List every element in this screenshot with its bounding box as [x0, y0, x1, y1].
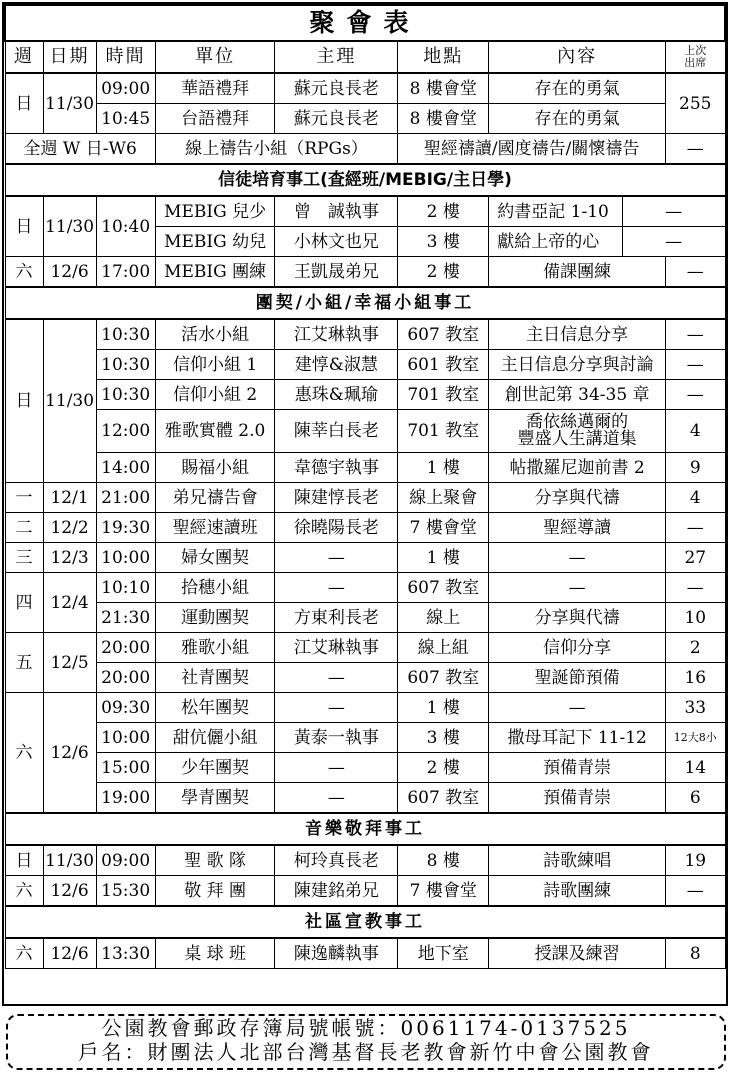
date-cell: 12/3	[43, 543, 96, 573]
day-cell: 三	[5, 543, 43, 573]
attendance-cell: 12大8小	[666, 723, 725, 753]
title-row	[5, 5, 725, 41]
schedule	[4, 4, 726, 969]
content-cell: 聖經禱讀/國度禱告/關懷禱告	[398, 134, 666, 165]
attendance-cell: —	[666, 319, 725, 350]
host-cell: —	[275, 783, 398, 814]
place-cell: 701 教室	[398, 410, 489, 453]
unit-cell: 聖 歌 隊	[155, 845, 275, 876]
content-cell: —	[489, 573, 666, 603]
unit-cell: 賜福小組	[155, 453, 275, 483]
table-row	[5, 410, 725, 453]
header-unit: 單位	[155, 41, 275, 73]
header-time: 時間	[96, 41, 155, 73]
postal-account: 公園教會郵政存簿局號帳號：0061174-0137525	[101, 1016, 631, 1040]
content-cell: 詩歌練唱	[489, 845, 666, 876]
time-cell: 10:30	[96, 380, 155, 410]
time-cell: 10:40	[96, 196, 155, 257]
header-date: 日期	[43, 41, 96, 73]
place-cell: 地下室	[398, 938, 489, 969]
date-cell: 12/2	[43, 513, 96, 543]
table-row	[5, 938, 725, 969]
header-row	[5, 41, 725, 73]
day-cell: 日	[5, 73, 43, 134]
section-header	[5, 164, 725, 196]
unit-cell: 活水小組	[155, 319, 275, 350]
content-cell: 備課團練	[489, 257, 666, 288]
schedule-table	[4, 4, 726, 969]
time-cell: 21:30	[96, 603, 155, 633]
attendance-cell: —	[622, 196, 725, 227]
time-cell: 10:45	[96, 104, 155, 134]
day-cell: 四	[5, 573, 43, 633]
content-cell: 獻給上帝的心	[489, 227, 622, 257]
content-cell: 存在的勇氣	[489, 73, 666, 104]
table-row	[5, 257, 725, 288]
time-cell: 09:30	[96, 693, 155, 723]
place-cell: 3 樓	[398, 723, 489, 753]
host-cell: 徐曉陽長老	[275, 513, 398, 543]
host-cell: 陳逸麟執事	[275, 938, 398, 969]
unit-cell: 婦女團契	[155, 543, 275, 573]
content-cell: 預備青崇	[489, 783, 666, 814]
host-cell: 惠珠&珮瑜	[275, 380, 398, 410]
donation-info	[6, 1014, 726, 1070]
day-cell: 二	[5, 513, 43, 543]
table-row	[5, 783, 725, 814]
host-cell: 韋德宇執事	[275, 453, 398, 483]
place-cell: 607 教室	[398, 663, 489, 693]
attendance-cell: 10	[666, 603, 725, 633]
attendance-cell: 19	[666, 845, 725, 876]
section-title: 音樂敬拜事工	[5, 813, 725, 845]
place-cell: 1 樓	[398, 693, 489, 723]
place-cell: 8 樓會堂	[398, 73, 489, 104]
time-cell: 10:30	[96, 319, 155, 350]
unit-cell: 學青團契	[155, 783, 275, 814]
date-cell: 12/6	[43, 876, 96, 907]
unit-cell: 敬 拜 團	[155, 876, 275, 907]
table-row	[5, 693, 725, 723]
date-cell: 12/6	[43, 938, 96, 969]
time-cell: 20:00	[96, 633, 155, 663]
content-cell: 喬依絲邁爾的 豐盛人生講道集	[489, 410, 666, 453]
time-cell: 15:00	[96, 753, 155, 783]
content-cell: 分享與代禱	[489, 483, 666, 513]
time-cell: 15:30	[96, 876, 155, 907]
host-cell: —	[275, 573, 398, 603]
date-cell: 11/30	[43, 73, 96, 134]
table-row	[5, 663, 725, 693]
date-cell: 11/30	[43, 319, 96, 483]
time-cell: 10:00	[96, 543, 155, 573]
header-week: 週	[5, 41, 43, 73]
unit-cell: MEBIG 團練	[155, 257, 275, 288]
unit-cell: 桌 球 班	[155, 938, 275, 969]
attendance-cell: 2	[666, 633, 725, 663]
content-cell: 創世記第 34-35 章	[489, 380, 666, 410]
time-cell: 17:00	[96, 257, 155, 288]
host-cell: 陳莘白長老	[275, 410, 398, 453]
time-cell: 19:00	[96, 783, 155, 814]
unit-cell: 信仰小組 2	[155, 380, 275, 410]
place-cell: 2 樓	[398, 753, 489, 783]
place-cell: 607 教室	[398, 573, 489, 603]
time-cell: 21:00	[96, 483, 155, 513]
place-cell: 701 教室	[398, 380, 489, 410]
attendance-cell: —	[666, 350, 725, 380]
date-cell: 12/6	[43, 693, 96, 814]
table-row	[5, 380, 725, 410]
time-cell: 12:00	[96, 410, 155, 453]
content-cell: 分享與代禱	[489, 603, 666, 633]
content-cell: 詩歌團練	[489, 876, 666, 907]
host-cell: 曾 誠執事	[275, 196, 398, 227]
host-cell: —	[275, 543, 398, 573]
time-cell: 10:10	[96, 573, 155, 603]
date-cell: 12/1	[43, 483, 96, 513]
host-cell: 江艾琳執事	[275, 633, 398, 663]
day-cell: 五	[5, 633, 43, 693]
host-cell: 蘇元良長老	[275, 73, 398, 104]
section-title: 信徒培育事工(查經班/MEBIG/主日學)	[5, 164, 725, 196]
time-cell: 19:30	[96, 513, 155, 543]
unit-cell: 信仰小組 1	[155, 350, 275, 380]
table-row	[5, 453, 725, 483]
section-header	[5, 906, 725, 938]
host-cell: 陳建惇長老	[275, 483, 398, 513]
header-content: 內容	[489, 41, 666, 73]
place-cell: 8 樓	[398, 845, 489, 876]
attendance-cell: 16	[666, 663, 725, 693]
table-row	[5, 73, 725, 104]
header-host: 主理	[275, 41, 398, 73]
attendance-cell: 6	[666, 783, 725, 814]
host-cell: 蘇元良長老	[275, 104, 398, 134]
content-cell: 撒母耳記下 11-12	[489, 723, 666, 753]
host-cell: 方東利長老	[275, 603, 398, 633]
unit-cell: 雅歌實體 2.0	[155, 410, 275, 453]
unit-cell: 台語禮拜	[155, 104, 275, 134]
table-row	[5, 876, 725, 907]
attendance-cell: 4	[666, 410, 725, 453]
unit-cell: 聖經速讀班	[155, 513, 275, 543]
unit-cell: 雅歌小組	[155, 633, 275, 663]
table-row	[5, 845, 725, 876]
host-cell: 建惇&淑慧	[275, 350, 398, 380]
place-cell: 607 教室	[398, 319, 489, 350]
content-cell: —	[489, 693, 666, 723]
content-cell: 約書亞記 1-10	[489, 196, 622, 227]
host-cell: 陳建銘弟兄	[275, 876, 398, 907]
place-cell: 2 樓	[398, 196, 489, 227]
date-cell: 11/30	[43, 845, 96, 876]
section-title: 社區宣教事工	[5, 906, 725, 938]
time-cell: 20:00	[96, 663, 155, 693]
table-row	[5, 753, 725, 783]
when-cell: 全週 W 日-W6	[5, 134, 155, 165]
content-cell: 存在的勇氣	[489, 104, 666, 134]
content-cell: —	[489, 543, 666, 573]
day-cell: 六	[5, 693, 43, 814]
content-cell: 聖誕節預備	[489, 663, 666, 693]
place-cell: 7 樓會堂	[398, 876, 489, 907]
time-cell: 09:00	[96, 73, 155, 104]
content-cell: 主日信息分享與討論	[489, 350, 666, 380]
table-row	[5, 543, 725, 573]
date-cell: 12/5	[43, 633, 96, 693]
attendance-cell: 255	[666, 73, 725, 134]
host-cell: 江艾琳執事	[275, 319, 398, 350]
place-cell: 線上聚會	[398, 483, 489, 513]
time-cell: 13:30	[96, 938, 155, 969]
day-cell: 一	[5, 483, 43, 513]
content-cell: 預備青崇	[489, 753, 666, 783]
table-row	[5, 723, 725, 753]
date-cell: 12/4	[43, 573, 96, 633]
attendance-cell: —	[666, 573, 725, 603]
unit-cell: 社青團契	[155, 663, 275, 693]
attendance-cell: 33	[666, 693, 725, 723]
table-row	[5, 573, 725, 603]
content-cell: 聖經導讀	[489, 513, 666, 543]
place-cell: 1 樓	[398, 543, 489, 573]
place-cell: 607 教室	[398, 783, 489, 814]
attendance-cell: —	[666, 134, 725, 165]
attendance-cell: 4	[666, 483, 725, 513]
unit-cell: MEBIG 兒少	[155, 196, 275, 227]
place-cell: 1 樓	[398, 453, 489, 483]
content-cell: 帖撒羅尼迦前書 2	[489, 453, 666, 483]
section-header	[5, 813, 725, 845]
day-cell: 日	[5, 196, 43, 257]
place-cell: 3 樓	[398, 227, 489, 257]
attendance-cell: —	[666, 380, 725, 410]
day-cell: 六	[5, 876, 43, 907]
time-cell: 10:30	[96, 350, 155, 380]
content-cell: 信仰分享	[489, 633, 666, 663]
unit-cell: 松年團契	[155, 693, 275, 723]
day-cell: 六	[5, 938, 43, 969]
unit-cell: 甜伉儷小組	[155, 723, 275, 753]
place-cell: 線上組	[398, 633, 489, 663]
account-name: 戶名：財團法人北部台灣基督長老教會新竹中會公園教會	[78, 1040, 654, 1064]
host-cell: 小林文也兄	[275, 227, 398, 257]
table-row	[5, 513, 725, 543]
page-title: 聚會表	[5, 5, 725, 41]
place-cell: 2 樓	[398, 257, 489, 288]
attendance-cell: 9	[666, 453, 725, 483]
day-cell: 六	[5, 257, 43, 288]
attendance-cell: —	[666, 876, 725, 907]
table-row	[5, 319, 725, 350]
table-row	[5, 104, 725, 134]
host-cell: —	[275, 693, 398, 723]
unit-cell: 線上禱告小組（RPGs）	[155, 134, 397, 165]
unit-cell: 華語禮拜	[155, 73, 275, 104]
header-last-attendance: 上次 出席	[666, 41, 725, 73]
attendance-cell: —	[622, 227, 725, 257]
table-row	[5, 633, 725, 663]
date-cell: 11/30	[43, 196, 96, 257]
unit-cell: 拾穗小組	[155, 573, 275, 603]
section-title: 團契/小組/幸福小組事工	[5, 287, 725, 319]
host-cell: 黃泰一執事	[275, 723, 398, 753]
header-place: 地點	[398, 41, 489, 73]
place-cell: 7 樓會堂	[398, 513, 489, 543]
place-cell: 線上	[398, 603, 489, 633]
table-row	[5, 603, 725, 633]
table-row	[5, 483, 725, 513]
table-row	[5, 350, 725, 380]
place-cell: 8 樓會堂	[398, 104, 489, 134]
time-cell: 14:00	[96, 453, 155, 483]
host-cell: 柯玲真長老	[275, 845, 398, 876]
section-header	[5, 287, 725, 319]
attendance-cell: 14	[666, 753, 725, 783]
attendance-cell: 27	[666, 543, 725, 573]
unit-cell: 弟兄禱告會	[155, 483, 275, 513]
date-cell: 12/6	[43, 257, 96, 288]
day-cell: 日	[5, 845, 43, 876]
place-cell: 601 教室	[398, 350, 489, 380]
unit-cell: 少年團契	[155, 753, 275, 783]
attendance-cell: 8	[666, 938, 725, 969]
time-cell: 10:00	[96, 723, 155, 753]
table-row	[5, 196, 725, 227]
unit-cell: MEBIG 幼兒	[155, 227, 275, 257]
day-cell: 日	[5, 319, 43, 483]
table-row	[5, 134, 725, 165]
time-cell: 09:00	[96, 845, 155, 876]
host-cell: —	[275, 753, 398, 783]
host-cell: —	[275, 663, 398, 693]
content-cell: 主日信息分享	[489, 319, 666, 350]
unit-cell: 運動團契	[155, 603, 275, 633]
host-cell: 王凱晟弟兄	[275, 257, 398, 288]
attendance-cell: —	[666, 513, 725, 543]
attendance-cell: —	[666, 257, 725, 288]
content-cell: 授課及練習	[489, 938, 666, 969]
